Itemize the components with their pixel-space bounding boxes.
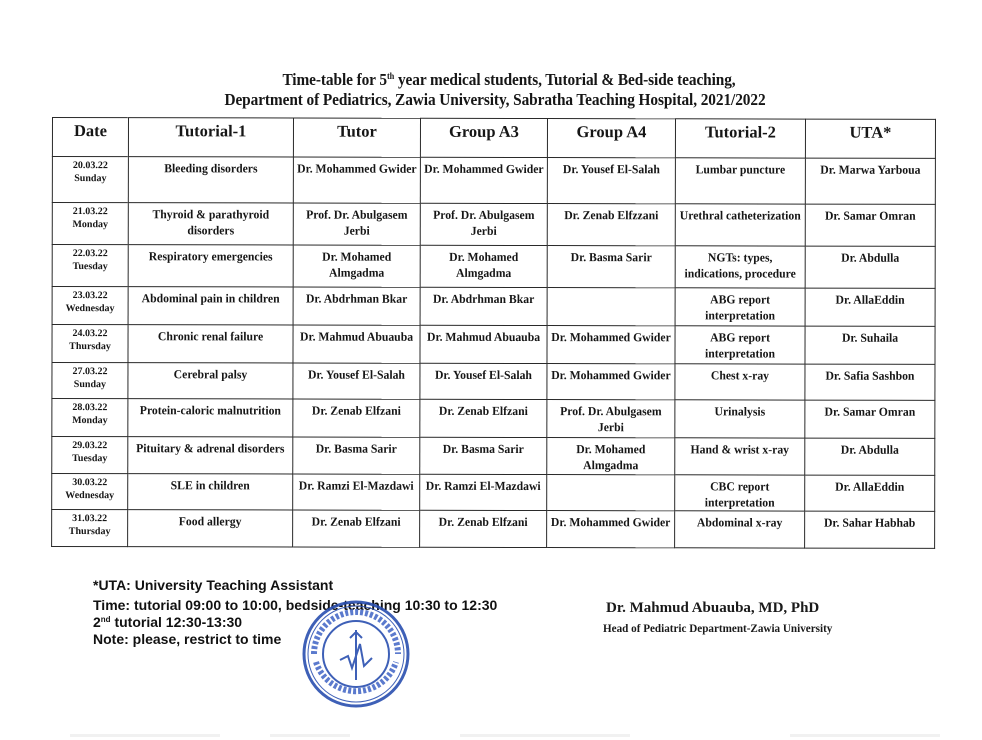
- group-a4-cell: [547, 326, 675, 364]
- uta-cell: [805, 326, 935, 364]
- tutorial-2-cell-text: Abdominal x-ray: [696, 515, 783, 530]
- tutorial-1-cell: [128, 203, 293, 245]
- tutor-cell-text: Dr. Mahmud Abuauba: [300, 329, 414, 344]
- tutor-cell: [293, 510, 420, 547]
- tutor-cell-text: Dr. Zenab Elfzani: [311, 403, 401, 418]
- table-row: [52, 287, 935, 327]
- group-a4-cell: [547, 204, 675, 246]
- group-a3-cell: [420, 203, 547, 245]
- header-date: Date: [52, 118, 128, 157]
- tutor-cell: [293, 325, 420, 363]
- tutorial-2-cell-text: Urinalysis: [714, 404, 766, 419]
- group-a3-cell: [420, 157, 547, 203]
- title-text-rest: year medical students, Tutorial & Bed-side teaching,: [394, 70, 736, 89]
- group-a4-cell-text: Dr. Mohammed Gwider: [551, 330, 671, 345]
- tutor-cell-text: Prof. Dr. Abulgasem Jerbi: [306, 207, 408, 238]
- tutorial-1-cell: [128, 325, 293, 363]
- group-a3-cell-text: Prof. Dr. Abulgasem Jerbi: [433, 207, 535, 238]
- tutorial-1-cell-text: Bleeding disorders: [164, 161, 258, 176]
- tutorial-2-cell: [675, 326, 805, 364]
- scan-artifact: [790, 734, 940, 737]
- tutor-cell: [293, 287, 420, 325]
- tutorial-1-cell: [128, 437, 293, 474]
- weekday-value: Thursday: [68, 525, 111, 537]
- tutorial-2-cell-text: Urethral catheterization: [679, 208, 801, 223]
- group-a4-cell: [547, 246, 675, 288]
- tutorial-2-cell-text: Chest x-ray: [710, 368, 770, 383]
- group-a4-cell: [547, 438, 675, 475]
- tutor-cell-text: Dr. Ramzi El-Mazdawi: [298, 478, 414, 493]
- uta-footnote: *UTA: University Teaching Assistant: [93, 577, 334, 593]
- tutorial-1-cell: [128, 157, 293, 203]
- title-text: Time-table for 5: [282, 70, 387, 89]
- signatory-role: Head of Pediatric Department-Zawia University: [603, 622, 833, 635]
- group-a3-cell: [420, 510, 547, 547]
- uta-cell-text: Dr. AllaEddin: [835, 479, 905, 494]
- group-a3-cell-text: Dr. Mohammed Gwider: [424, 161, 544, 177]
- date-value: 22.03.22: [72, 248, 108, 260]
- tutorial-1-cell-text: Chronic renal failure: [157, 329, 264, 344]
- tutorial-1-cell: [128, 287, 293, 325]
- tutorial-1-cell-text: Abdominal pain in children: [141, 291, 280, 306]
- group-a3-cell: [420, 437, 547, 474]
- weekday-value: Sunday: [74, 172, 107, 184]
- second-tutorial-number: 2: [93, 614, 101, 630]
- uta-cell-text: Dr. Safia Sashbon: [825, 368, 915, 383]
- tutorial-2-cell: [675, 438, 805, 475]
- group-a4-cell: [547, 364, 675, 400]
- table-row: [52, 203, 935, 247]
- date-value: 21.03.22: [72, 206, 108, 218]
- table-row: [52, 399, 935, 439]
- tutorial-2-cell: [675, 246, 805, 288]
- tutor-cell-text: Dr. Basma Sarir: [315, 441, 397, 456]
- header-group-a4: Group A4: [547, 119, 675, 158]
- group-a3-cell-text: Dr. Ramzi El-Mazdawi: [425, 478, 541, 494]
- weekday-value: Tuesday: [72, 452, 108, 464]
- uta-cell: [805, 246, 935, 288]
- uta-cell: [805, 204, 935, 246]
- tutor-cell: [293, 245, 420, 287]
- weekday-value: Monday: [72, 218, 109, 230]
- tutorial-2-cell-text: Lumbar puncture: [695, 162, 786, 177]
- group-a4-cell-text: Dr. Mohammed Gwider: [551, 368, 671, 383]
- uta-cell-text: Dr. Suhaila: [841, 330, 899, 345]
- tutorial-2-cell-text: NGTs: types, indications, procedure: [684, 250, 796, 281]
- tutorial-2-cell-text: ABG report interpretation: [704, 330, 776, 361]
- seal-emblem: [340, 630, 372, 680]
- tutor-cell: [293, 157, 420, 203]
- tutorial-2-cell: [675, 288, 805, 326]
- tutorial-2-cell: [675, 511, 805, 548]
- date-cell: [52, 437, 128, 474]
- group-a4-cell: [547, 400, 675, 438]
- tutor-cell-text: Dr. Yousef El-Salah: [307, 367, 405, 382]
- table-row: [52, 245, 935, 289]
- group-a3-cell: [420, 287, 547, 325]
- group-a3-cell-text: Dr. Basma Sarir: [442, 441, 524, 456]
- tutorial-1-cell-text: Protein-caloric malnutrition: [139, 403, 281, 418]
- uta-cell-text: Dr. Abdulla: [841, 250, 900, 265]
- tutorial-1-cell-text: Food allergy: [178, 514, 242, 529]
- header-tutor: Tutor: [293, 118, 420, 157]
- tutor-cell: [293, 363, 420, 399]
- uta-cell-text: Dr. Sahar Habhab: [823, 515, 916, 530]
- tutorial-2-cell-text: Hand & wrist x-ray: [690, 442, 790, 457]
- tutorial-2-cell: [675, 158, 805, 204]
- group-a3-cell: [420, 245, 547, 287]
- tutorial-2-cell-text: CBC report interpretation: [704, 479, 775, 510]
- tutor-cell: [293, 399, 420, 437]
- group-a4-cell-text: Dr. Basma Sarir: [570, 250, 652, 265]
- header-group-a3: Group A3: [420, 118, 547, 157]
- group-a4-cell-text: Dr. Zenab Elfzzani: [564, 208, 659, 223]
- second-tutorial-note: [93, 614, 242, 631]
- weekday-value: Tuesday: [72, 260, 108, 272]
- tutorial-1-cell-text: Cerebral palsy: [173, 367, 248, 382]
- group-a3-cell-text: Dr. Zenab Elfzani: [438, 514, 528, 529]
- uta-cell: [805, 475, 935, 511]
- tutor-cell: [293, 203, 420, 245]
- tutor-cell: [293, 437, 420, 474]
- uta-cell: [805, 438, 935, 475]
- tutor-cell-text: Dr. Zenab Elfzani: [311, 514, 401, 529]
- uta-cell: [805, 158, 935, 204]
- uta-cell-text: Dr. Samar Omran: [824, 208, 916, 223]
- uta-cell: [805, 511, 935, 548]
- group-a3-cell: [420, 363, 547, 399]
- header-row: [52, 118, 935, 159]
- second-tutorial-suffix: nd: [100, 615, 111, 624]
- tutor-cell-text: Dr. Mohamed Almgadma: [322, 249, 392, 280]
- tutorial-2-cell: [675, 364, 805, 400]
- scan-artifact: [70, 734, 220, 737]
- group-a3-cell-text: Dr. Yousef El-Salah: [434, 367, 532, 383]
- restrict-time-note: Note: please, restrict to time: [93, 631, 282, 647]
- tutor-cell: [293, 474, 420, 510]
- group-a4-cell: [547, 475, 675, 511]
- tutorial-1-cell: [128, 363, 293, 399]
- tutorial-2-cell: [675, 204, 805, 246]
- group-a4-cell-text: Dr. Yousef El-Salah: [562, 162, 660, 177]
- tutorial-2-cell-text: ABG report interpretation: [705, 292, 776, 323]
- group-a3-cell: [420, 474, 547, 510]
- group-a4-cell: [547, 288, 675, 326]
- tutorial-2-cell: [675, 475, 805, 511]
- group-a4-cell-text: Dr. Mohamed Almgadma: [576, 442, 646, 472]
- group-a4-cell: [547, 158, 675, 204]
- uta-cell: [805, 364, 935, 400]
- header-tutorial-1: Tutorial-1: [128, 118, 293, 157]
- table-row: [52, 437, 935, 476]
- date-cell: [52, 399, 128, 437]
- timetable: [51, 117, 936, 549]
- uta-cell-text: Dr. Samar Omran: [824, 404, 916, 419]
- group-a4-cell-text: Dr. Mohammed Gwider: [550, 515, 671, 530]
- tutorial-1-cell: [128, 510, 293, 547]
- date-value: 24.03.22: [72, 328, 108, 340]
- weekday-value: Sunday: [73, 378, 107, 390]
- date-cell: [52, 510, 128, 547]
- date-value: 28.03.22: [72, 402, 108, 414]
- uta-cell: [805, 288, 935, 326]
- tutorial-1-cell-text: SLE in children: [170, 478, 250, 493]
- date-cell: [52, 474, 128, 510]
- tutorial-1-cell: [128, 245, 293, 287]
- group-a3-cell: [420, 399, 547, 437]
- group-a3-cell-text: Dr. Abdrhman Bkar: [432, 291, 535, 307]
- tutorial-1-cell-text: Respiratory emergencies: [148, 249, 273, 264]
- header-uta: UTA*: [805, 119, 935, 158]
- weekday-value: Wednesday: [65, 302, 115, 314]
- tutor-cell-text: Dr. Mohammed Gwider: [297, 161, 417, 176]
- uta-cell-text: Dr. Marwa Yarboua: [820, 162, 921, 177]
- tutor-cell-text: Dr. Abdrhman Bkar: [305, 291, 408, 306]
- group-a3-cell-text: Dr. Mahmud Abuauba: [427, 329, 541, 345]
- table-row: [52, 474, 935, 512]
- scan-artifact: [270, 734, 350, 737]
- group-a4-cell: [547, 511, 675, 548]
- date-value: 20.03.22: [72, 160, 108, 172]
- scan-artifact: [460, 734, 630, 737]
- signatory-name: Dr. Mahmud Abuauba, MD, PhD: [606, 600, 820, 616]
- group-a3-cell-text: Dr. Mohamed Almgadma: [449, 249, 519, 280]
- uta-cell-text: Dr. AllaEddin: [835, 292, 905, 307]
- date-cell: [52, 287, 128, 325]
- tutorial-1-cell-text: Thyroid & parathyroid disorders: [152, 207, 270, 237]
- second-tutorial-time: tutorial 12:30-13:30: [110, 614, 243, 630]
- date-value: 29.03.22: [72, 440, 108, 452]
- date-cell: [52, 325, 128, 363]
- weekday-value: Monday: [72, 414, 108, 426]
- table-row: [52, 363, 935, 401]
- group-a4-cell-text: Prof. Dr. Abulgasem Jerbi: [560, 404, 662, 434]
- date-cell: [52, 245, 128, 287]
- table-row: [52, 325, 935, 365]
- group-a3-cell: [420, 325, 547, 363]
- table-row: [52, 510, 935, 549]
- time-note: Time: tutorial 09:00 to 10:00, bedside-teaching 10:30 to 12:30: [93, 597, 498, 613]
- title-superscript: th: [386, 71, 395, 81]
- official-seal-icon: [300, 598, 412, 710]
- tutorial-1-cell-text: Pituitary & adrenal disorders: [136, 441, 285, 456]
- date-cell: [52, 363, 128, 399]
- tutorial-2-cell: [675, 400, 805, 438]
- date-value: 27.03.22: [72, 366, 108, 378]
- group-a3-cell-text: Dr. Zenab Elfzani: [438, 403, 528, 418]
- weekday-value: Thursday: [69, 340, 111, 352]
- tutorial-1-cell: [128, 474, 293, 510]
- date-value: 31.03.22: [72, 513, 108, 525]
- document-title-line-1: [52, 70, 965, 90]
- weekday-value: Wednesday: [65, 489, 115, 501]
- date-cell: [52, 157, 128, 203]
- date-value: 30.03.22: [72, 477, 108, 489]
- table-row: [52, 157, 935, 205]
- tutorial-1-cell: [128, 399, 293, 437]
- date-value: 23.03.22: [72, 290, 108, 302]
- uta-cell-text: Dr. Abdulla: [840, 442, 899, 457]
- document-title-line-2: Department of Pediatrics, Zawia University, Sabratha Teaching Hospital, 2021/2022: [224, 90, 766, 109]
- uta-cell: [805, 400, 935, 438]
- header-tutorial-2: Tutorial-2: [675, 119, 805, 158]
- date-cell: [52, 203, 128, 245]
